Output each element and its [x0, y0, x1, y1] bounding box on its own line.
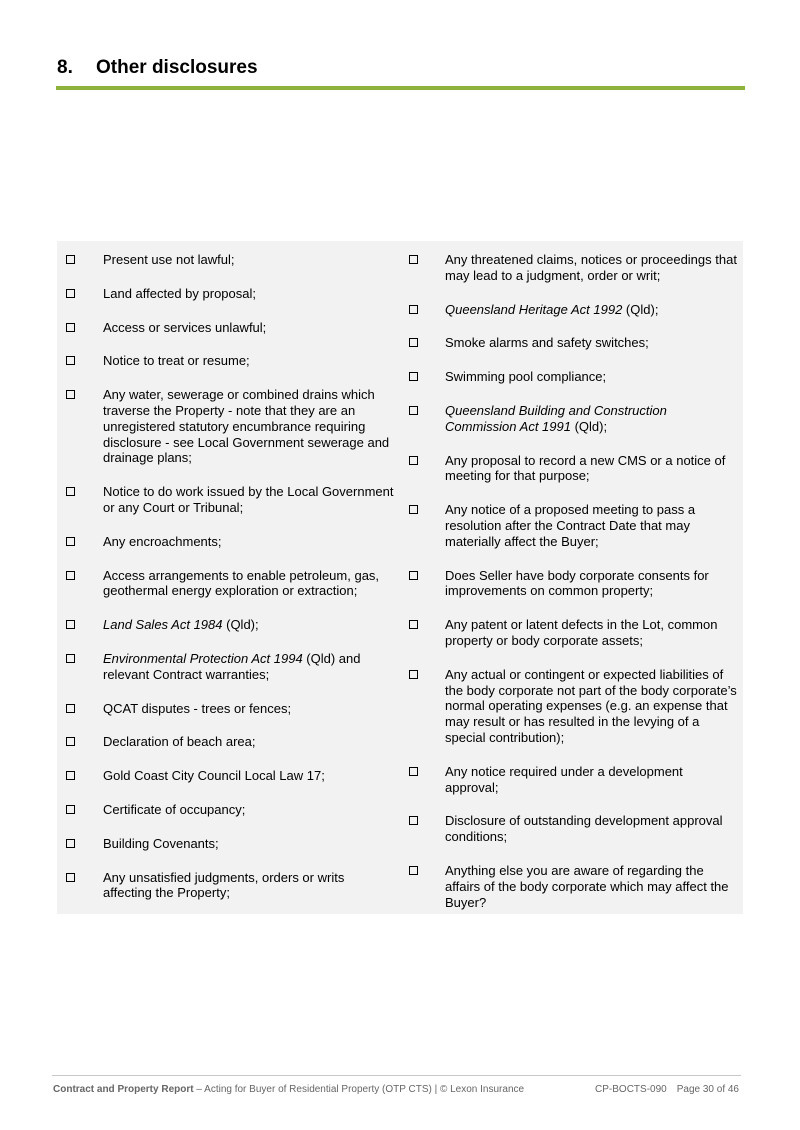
section-title: Other disclosures: [96, 57, 258, 78]
checklist-item: [409, 252, 741, 284]
checklist-item-text: [445, 335, 653, 351]
item-label: Any actual or contingent or expected liabilities of the body corporate not part of the body corporate’s normal operating expenses (e.g. an expense that may result or has resulted in the levying of a special contribution);: [445, 666, 737, 745]
checklist-item: [66, 387, 396, 466]
checklist-item-text: [445, 863, 741, 910]
checklist-item: [66, 836, 396, 852]
checklist-item-text: [445, 568, 741, 600]
checklist-item: [409, 453, 741, 485]
checklist-item-text: [445, 369, 610, 385]
item-label: Declaration of beach area;: [103, 734, 256, 750]
checkbox-icon[interactable]: [66, 571, 75, 580]
checkbox-icon[interactable]: [66, 390, 75, 399]
checklist-item: [409, 813, 741, 845]
item-label: Any threatened claims, notices or proceedings that may lead to a judgment, order or writ;: [445, 252, 737, 283]
item-label: Any encroachments;: [103, 533, 222, 549]
checklist-item-text: [445, 403, 741, 435]
checklist-item-text: [103, 651, 396, 683]
section-number: 8.: [57, 57, 73, 78]
checklist-item-text: [103, 484, 396, 516]
item-label: Smoke alarms and safety switches;: [445, 335, 649, 351]
footer-doc-code: CP-BOCTS-090: [595, 1084, 667, 1095]
checklist-item-text: [103, 802, 245, 818]
checklist-item: [66, 802, 396, 818]
checklist-item: [409, 302, 741, 318]
checkbox-icon[interactable]: [66, 654, 75, 663]
item-label: Any patent or latent defects in the Lot, common property or body corporate assets;: [445, 617, 718, 648]
item-label: Swimming pool compliance;: [445, 369, 607, 385]
checklist-item: [66, 768, 396, 784]
item-label: Anything else you are aware of regarding the affairs of the body corporate which may affect the Buyer?: [445, 862, 729, 910]
checklist-item-text: [103, 768, 325, 784]
item-label: Any notice of a proposed meeting to pass a resolution after the Contract Date that may materially affect the Buyer;: [445, 502, 696, 549]
checklist-item-text: [103, 387, 396, 466]
checkbox-icon[interactable]: [409, 571, 418, 580]
heading-underline: [56, 86, 745, 90]
item-label: Notice to do work issued by the Local Government or any Court or Tribunal;: [103, 484, 394, 515]
checklist-item-text: [445, 453, 741, 485]
checklist-item-text: [445, 252, 741, 284]
item-label: Certificate of occupancy;: [103, 801, 246, 817]
checklist-item-text: [103, 568, 396, 600]
checklist-item: [409, 667, 741, 746]
footer-report-name: Contract and Property Report: [53, 1084, 194, 1095]
item-label: Any proposal to record a new CMS or a notice of meeting for that purpose;: [445, 452, 726, 484]
checklist-item-text: [103, 617, 259, 633]
checklist-item: [409, 568, 741, 600]
checklist-item: [66, 286, 396, 302]
checkbox-icon[interactable]: [66, 289, 75, 298]
checklist-item: [66, 734, 396, 750]
item-label: Land affected by proposal;: [103, 285, 256, 301]
checkbox-icon[interactable]: [409, 505, 418, 514]
checklist-item-text: [103, 701, 291, 717]
checklist-item-text: [103, 870, 396, 902]
checkbox-icon[interactable]: [409, 406, 418, 415]
section-heading: [57, 57, 258, 79]
checklist-item: [409, 502, 741, 549]
footer-text: [53, 1084, 524, 1095]
checkbox-icon[interactable]: [66, 255, 75, 264]
checklist-item-text: [445, 667, 741, 746]
checklist-item: [66, 534, 396, 550]
checklist-item-text: [445, 813, 741, 845]
checkbox-icon[interactable]: [409, 456, 418, 465]
footer-page-info: [595, 1084, 739, 1095]
footer-page-number: Page 30 of 46: [676, 1084, 739, 1095]
checkbox-icon[interactable]: [66, 737, 75, 746]
checkbox-icon[interactable]: [66, 537, 75, 546]
checklist-item: [409, 617, 741, 649]
act-title: Queensland Building and Construction Commission Act 1991: [445, 402, 667, 434]
checkbox-icon[interactable]: [66, 620, 75, 629]
item-label: (Qld) and relevant Contract warranties;: [103, 650, 361, 682]
checkbox-icon[interactable]: [66, 771, 75, 780]
checklist-item-text: [103, 320, 266, 336]
checklist-item-text: [103, 836, 219, 852]
item-label: Access or services unlawful;: [103, 319, 267, 335]
checklist-item-text: [445, 764, 741, 796]
checkbox-icon[interactable]: [66, 487, 75, 496]
checklist-left-column: [66, 252, 396, 919]
checklist-item: [409, 863, 741, 910]
checkbox-icon[interactable]: [409, 816, 418, 825]
checkbox-icon[interactable]: [66, 873, 75, 882]
checkbox-icon[interactable]: [66, 805, 75, 814]
item-label: (Qld);: [570, 418, 608, 434]
footer-description: – Acting for Buyer of Residential Property (OTP CTS) | © Lexon Insurance: [193, 1084, 525, 1095]
checkbox-icon[interactable]: [66, 323, 75, 332]
item-label: QCAT disputes - trees or fences;: [103, 700, 292, 716]
checkbox-icon[interactable]: [409, 372, 418, 381]
item-label: Gold Coast City Council Local Law 17;: [103, 768, 325, 784]
checklist-item: [409, 369, 741, 385]
checklist-item-text: [445, 302, 662, 318]
item-label: Any water, sewerage or combined drains which traverse the Property - note that they are an unregistered statutory encumbrance requiring disclosure - see Local Government sewerage and drainage plans;: [103, 387, 390, 466]
checklist-item-text: [103, 353, 250, 369]
checkbox-icon[interactable]: [409, 866, 418, 875]
checkbox-icon[interactable]: [409, 620, 418, 629]
checkbox-icon[interactable]: [66, 839, 75, 848]
item-label: Access arrangements to enable petroleum, gas, geothermal energy exploration or extraction;: [103, 567, 380, 599]
item-label: Any notice required under a development approval;: [445, 763, 683, 795]
item-label: Building Covenants;: [103, 835, 219, 851]
checkbox-icon[interactable]: [409, 767, 418, 776]
act-title: Queensland Heritage Act 1992: [445, 301, 623, 317]
item-label: Notice to treat or resume;: [103, 353, 250, 369]
checklist-item: [66, 252, 396, 268]
item-label: Present use not lawful;: [103, 252, 235, 267]
checklist-item-text: [445, 617, 741, 649]
checklist-item: [409, 403, 741, 435]
checkbox-icon[interactable]: [409, 670, 418, 679]
checklist-item: [66, 484, 396, 516]
checkbox-icon[interactable]: [409, 255, 418, 264]
checkbox-icon[interactable]: [409, 338, 418, 347]
checklist-item-text: [103, 286, 256, 302]
checklist-item: [66, 353, 396, 369]
item-label: (Qld);: [222, 617, 259, 633]
item-label: Disclosure of outstanding development approval conditions;: [445, 813, 723, 845]
checkbox-icon[interactable]: [66, 704, 75, 713]
act-title: Environmental Protection Act 1994: [103, 650, 303, 666]
checklist-item: [66, 870, 396, 902]
checklist-item: [409, 335, 741, 351]
act-title: Land Sales Act 1984: [103, 617, 223, 633]
checklist-item-text: [445, 502, 741, 549]
item-label: Any unsatisfied judgments, orders or writs affecting the Property;: [103, 869, 345, 901]
checklist-item-text: [103, 534, 222, 550]
checklist-item: [66, 701, 396, 717]
item-label: Does Seller have body corporate consents for improvements on common property;: [445, 567, 709, 599]
checklist-item: [66, 320, 396, 336]
checkbox-icon[interactable]: [66, 356, 75, 365]
checklist-item-text: [103, 252, 235, 268]
checkbox-icon[interactable]: [409, 305, 418, 314]
checklist-item-text: [103, 734, 255, 750]
item-label: (Qld);: [622, 301, 659, 317]
checklist-right-column: [409, 252, 741, 928]
checklist-item: [66, 568, 396, 600]
checklist-item: [409, 764, 741, 796]
footer-divider: [52, 1075, 741, 1076]
checklist-item: [66, 617, 396, 633]
checklist-item: [66, 651, 396, 683]
